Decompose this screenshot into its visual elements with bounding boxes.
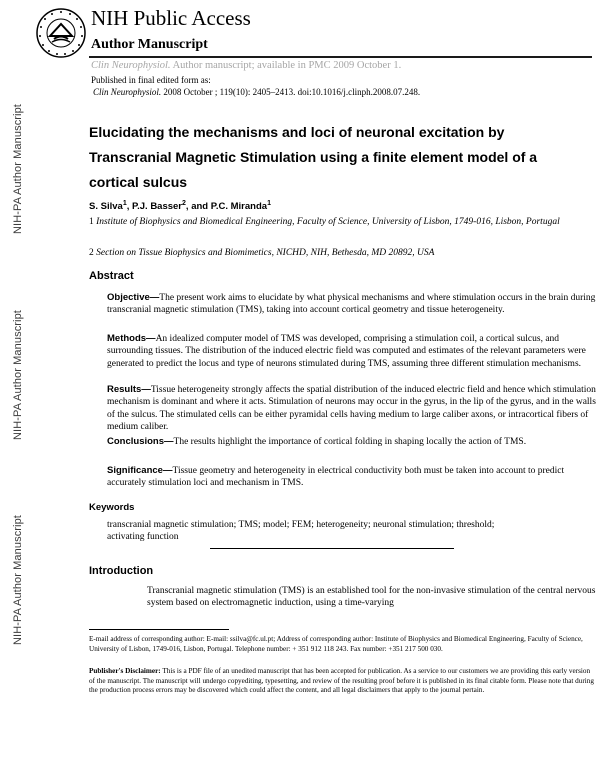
results-text: Tissue heterogeneity strongly affects the spatial distribution of the induced electric field and hence which stimulation mechanism is dominant and where it acts. Stimulation of neurons may occur in the gyrus, in the lip of the gyrus, and in the walls of the sulcus. The stimulated cells can be either pyramidal cells having medium to large caliber axons, or intracortical fibers of medium caliber. bbox=[107, 385, 596, 433]
header-citation bbox=[91, 59, 401, 72]
affiliation-number: 1 bbox=[89, 217, 94, 227]
affiliation-2 bbox=[89, 247, 589, 259]
header-availability: Author manuscript; available in PMC 2009 October 1. bbox=[170, 60, 402, 71]
citation-journal: Clin Neurophysiol. bbox=[93, 87, 162, 97]
side-label-top: NIH-PA Author Manuscript bbox=[12, 104, 24, 234]
header-rule bbox=[89, 56, 592, 58]
author-separator: , and bbox=[185, 201, 211, 213]
affiliation-text: Institute of Biophysics and Biomedical Engineering, Faculty of Science, University of Lisbon, 1749-016, Lisbon, Portugal bbox=[96, 217, 560, 227]
abstract-results bbox=[107, 384, 597, 434]
nih-public-access-title: NIH Public Access bbox=[91, 6, 251, 30]
author-manuscript-subtitle: Author Manuscript bbox=[91, 37, 208, 52]
methods-label: Methods— bbox=[107, 333, 156, 344]
abstract-methods bbox=[107, 333, 597, 370]
significance-label: Significance— bbox=[107, 465, 173, 476]
author-affil-mark: 1 bbox=[267, 200, 271, 207]
affiliation-text: Section on Tissue Biophysics and Biomimetics, NICHD, NIH, Bethesda, MD 20892, USA bbox=[96, 248, 435, 258]
author-name: S. Silva bbox=[89, 201, 123, 213]
citation-line bbox=[93, 87, 420, 98]
nih-seal-logo bbox=[36, 8, 86, 58]
objective-label: Objective— bbox=[107, 292, 160, 303]
citation-details: 2008 October ; 119(10): 2405–2413. doi:10.1016/j.clinph.2008.07.248. bbox=[161, 87, 421, 97]
published-final-line: Published in final edited form as: bbox=[91, 75, 211, 85]
conclusions-label: Conclusions— bbox=[107, 436, 174, 447]
side-label-middle: NIH-PA Author Manuscript bbox=[12, 310, 24, 440]
results-label: Results— bbox=[107, 384, 151, 395]
header-journal: Clin Neurophysiol. bbox=[91, 60, 171, 71]
author-affil-mark: 1 bbox=[122, 200, 127, 207]
abstract-conclusions bbox=[107, 436, 597, 448]
abstract-significance bbox=[107, 465, 597, 490]
objective-text: The present work aims to elucidate by what physical mechanisms and where stimulation occurs in the brain during transcranial magnetic stimulation (TMS), taking into account cortical geometry and tissue heterogeneity. bbox=[107, 293, 596, 316]
disclaimer-text: This is a PDF file of an unedited manuscript that has been accepted for publication. As a service to our customers we are providing this early version of the manuscript. The manuscript will undergo copyediting, typesetting, and review of the resulting proof before it is published in its final citable form. Please note that during the production process errors may be discovered which could affect the content, and all legal disclaimers that apply to the journal pertain. bbox=[89, 667, 594, 695]
section-divider bbox=[210, 548, 454, 549]
abstract-heading: Abstract bbox=[89, 270, 134, 282]
author-affil-mark: 2 bbox=[182, 200, 186, 207]
keywords-heading: Keywords bbox=[89, 502, 135, 513]
side-label-bottom: NIH-PA Author Manuscript bbox=[12, 515, 24, 645]
significance-text: Tissue geometry and heterogeneity in electrical conductivity both must be taken into account to predict accurately stimulation loci and mechanism in TMS. bbox=[107, 466, 565, 489]
methods-text: An idealized computer model of TMS was developed, comprising a stimulation coil, a cortical sulcus, and surrounding tissues. The distribution of the induced electric field was computed and estimates of the relevant parameters were generated to predict the locus and type of neurons stimulated during TMS, assuming three different stimulation mechanisms. bbox=[107, 334, 586, 369]
affiliation-1 bbox=[89, 216, 589, 228]
abstract-objective bbox=[107, 292, 597, 317]
keywords-list: transcranial magnetic stimulation; TMS; model; FEM; heterogeneity; neuronal stimulation; threshold; activating function bbox=[107, 520, 495, 543]
footnote-rule bbox=[89, 629, 229, 630]
conclusions-text: The results highlight the importance of cortical folding in shaping locally the action of TMS. bbox=[173, 437, 527, 447]
article-title: Elucidating the mechanisms and loci of neuronal excitation by Transcranial Magnetic Stimulation using a finite element model of a cortical sulcus bbox=[89, 124, 538, 190]
disclaimer-label: Publisher's Disclaimer: bbox=[89, 667, 161, 675]
corresponding-author-footnote: E-mail address of corresponding author: E-mail: ssilva@fc.ul.pt; Address of corresponding author: Institute of Biophysics and Biomedical Engineering, Faculty of Science, University of Lisbon, 1749-016, Lisbon, Portugal. Telephone number: + 351 912 118 243. Fax number: +351 217 500 030. bbox=[89, 635, 583, 653]
affiliation-number: 2 bbox=[89, 248, 94, 258]
publisher-disclaimer bbox=[89, 667, 597, 696]
introduction-heading: Introduction bbox=[89, 565, 154, 577]
author-name: P.C. Miranda bbox=[210, 201, 268, 213]
introduction-text: Transcranial magnetic stimulation (TMS) is an established tool for the non-invasive stimulation of the central nervous system based on electromagnetic induction, using a time-varying bbox=[147, 586, 596, 609]
author-name: P.J. Basser bbox=[132, 201, 183, 213]
author-separator: , bbox=[126, 201, 132, 213]
author-list bbox=[89, 200, 271, 212]
